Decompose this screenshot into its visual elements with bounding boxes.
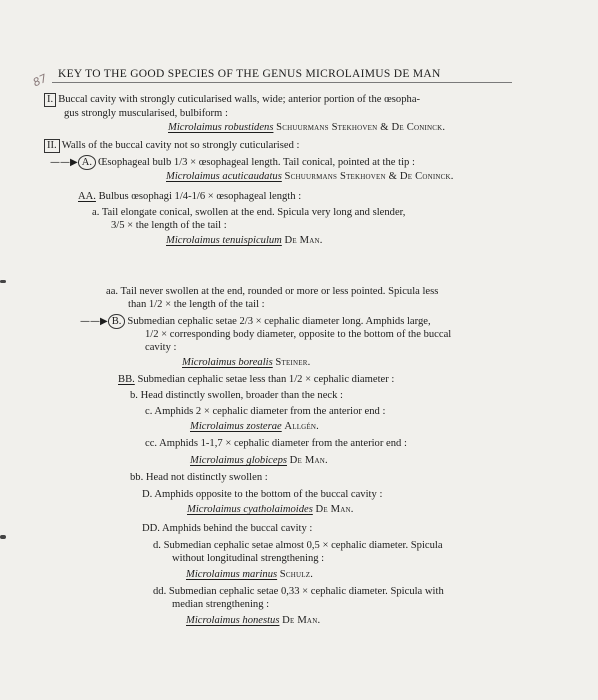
arrow-icon: ——▶: [50, 157, 78, 168]
key-number-2: II.: [44, 139, 60, 153]
couplet-b-cont-2: cavity :: [145, 342, 177, 353]
species-borealis: Microlaimus borealis Steiner.: [182, 357, 311, 368]
couplet-2: II. Walls of the buccal cavity not so strongly cuticularised :: [44, 139, 299, 153]
couplet-dd: DD. Amphids behind the buccal cavity :: [142, 523, 313, 534]
species-robustidens: Microlaimus robustidens Schuurmans Stekhoven & De Coninck.: [168, 122, 446, 133]
title-rule: [52, 82, 512, 83]
species-globiceps: Microlaimus globiceps De Man.: [190, 455, 328, 466]
margin-note: 87: [30, 71, 50, 90]
species-marinus: Microlaimus marinus Schulz.: [186, 569, 314, 580]
couplet-1: I. Buccal cavity with strongly cuticularised walls, wide; anterior portion of the œsopha-: [44, 93, 420, 107]
key-letter-b: B.: [108, 314, 126, 329]
couplet-b: ——▶ B. Submedian cephalic setae 2/3 × cephalic diameter long. Amphids large,: [80, 316, 431, 327]
couplet-aa: AA. Bulbus œsophagi 1/4-1/6 × œsophageal length :: [78, 191, 302, 202]
species-honestus: Microlaimus honestus De Man.: [186, 615, 321, 626]
couplet-aa2: aa. Tail never swollen at the end, rounded or more or less pointed. Spicula less: [106, 286, 439, 297]
couplet-b-cont: 1/2 × corresponding body diameter, opposite to the bottom of the buccal: [145, 329, 452, 340]
species-cyatholaimoides: Microlaimus cyatholaimoides De Man.: [187, 504, 354, 515]
couplet-c: c. Amphids 2 × cephalic diameter from the anterior end :: [145, 406, 386, 417]
couplet-d2-cont: without longitudinal strengthening :: [172, 553, 325, 564]
couplet-d2: d. Submedian cephalic setae almost 0,5 × cephalic diameter. Spicula: [153, 540, 443, 551]
scan-mark-2: [0, 535, 6, 539]
couplet-aa2-cont: than 1/2 × the length of the tail :: [128, 299, 265, 310]
couplet-a2: a. Tail elongate conical, swollen at the end. Spicula very long and slender,: [92, 207, 406, 218]
key-letter-a: A.: [78, 155, 96, 170]
couplet-d: D. Amphids opposite to the bottom of the buccal cavity :: [142, 489, 383, 500]
couplet-dd2: dd. Submedian cephalic setae 0,33 × cephalic diameter. Spicula with: [153, 586, 444, 597]
couplet-bb2: bb. Head not distinctly swollen :: [130, 472, 268, 483]
couplet-a: ——▶ A. Œsophageal bulb 1/3 × œsophageal length. Tail conical, pointed at the tip :: [50, 157, 415, 168]
couplet-dd2-cont: median strengthening :: [172, 599, 270, 610]
species-zosterae: Microlaimus zosterae Allgén.: [190, 421, 320, 432]
couplet-b2: b. Head distinctly swollen, broader than the neck :: [130, 390, 343, 401]
key-number-1: I.: [44, 93, 56, 107]
couplet-1-cont: gus strongly muscularised, bulbiform :: [64, 108, 228, 119]
couplet-cc: cc. Amphids 1-1,7 × cephalic diameter from the anterior end :: [145, 438, 407, 449]
key-title: KEY TO THE GOOD SPECIES OF THE GENUS MICROLAIMUS DE MAN: [58, 68, 441, 80]
scan-mark: [0, 280, 6, 283]
species-tenuispiculum: Microlaimus tenuispiculum De Man.: [166, 235, 323, 246]
couplet-a2-cont: 3/5 × the length of the tail :: [111, 220, 227, 231]
species-acuticaudatus: Microlaimus acuticaudatus Schuurmans Stekhoven & De Coninck.: [166, 171, 454, 182]
couplet-bb: BB. Submedian cephalic setae less than 1/2 × cephalic diameter :: [118, 374, 395, 385]
arrow-icon-2: ——▶: [80, 316, 108, 327]
